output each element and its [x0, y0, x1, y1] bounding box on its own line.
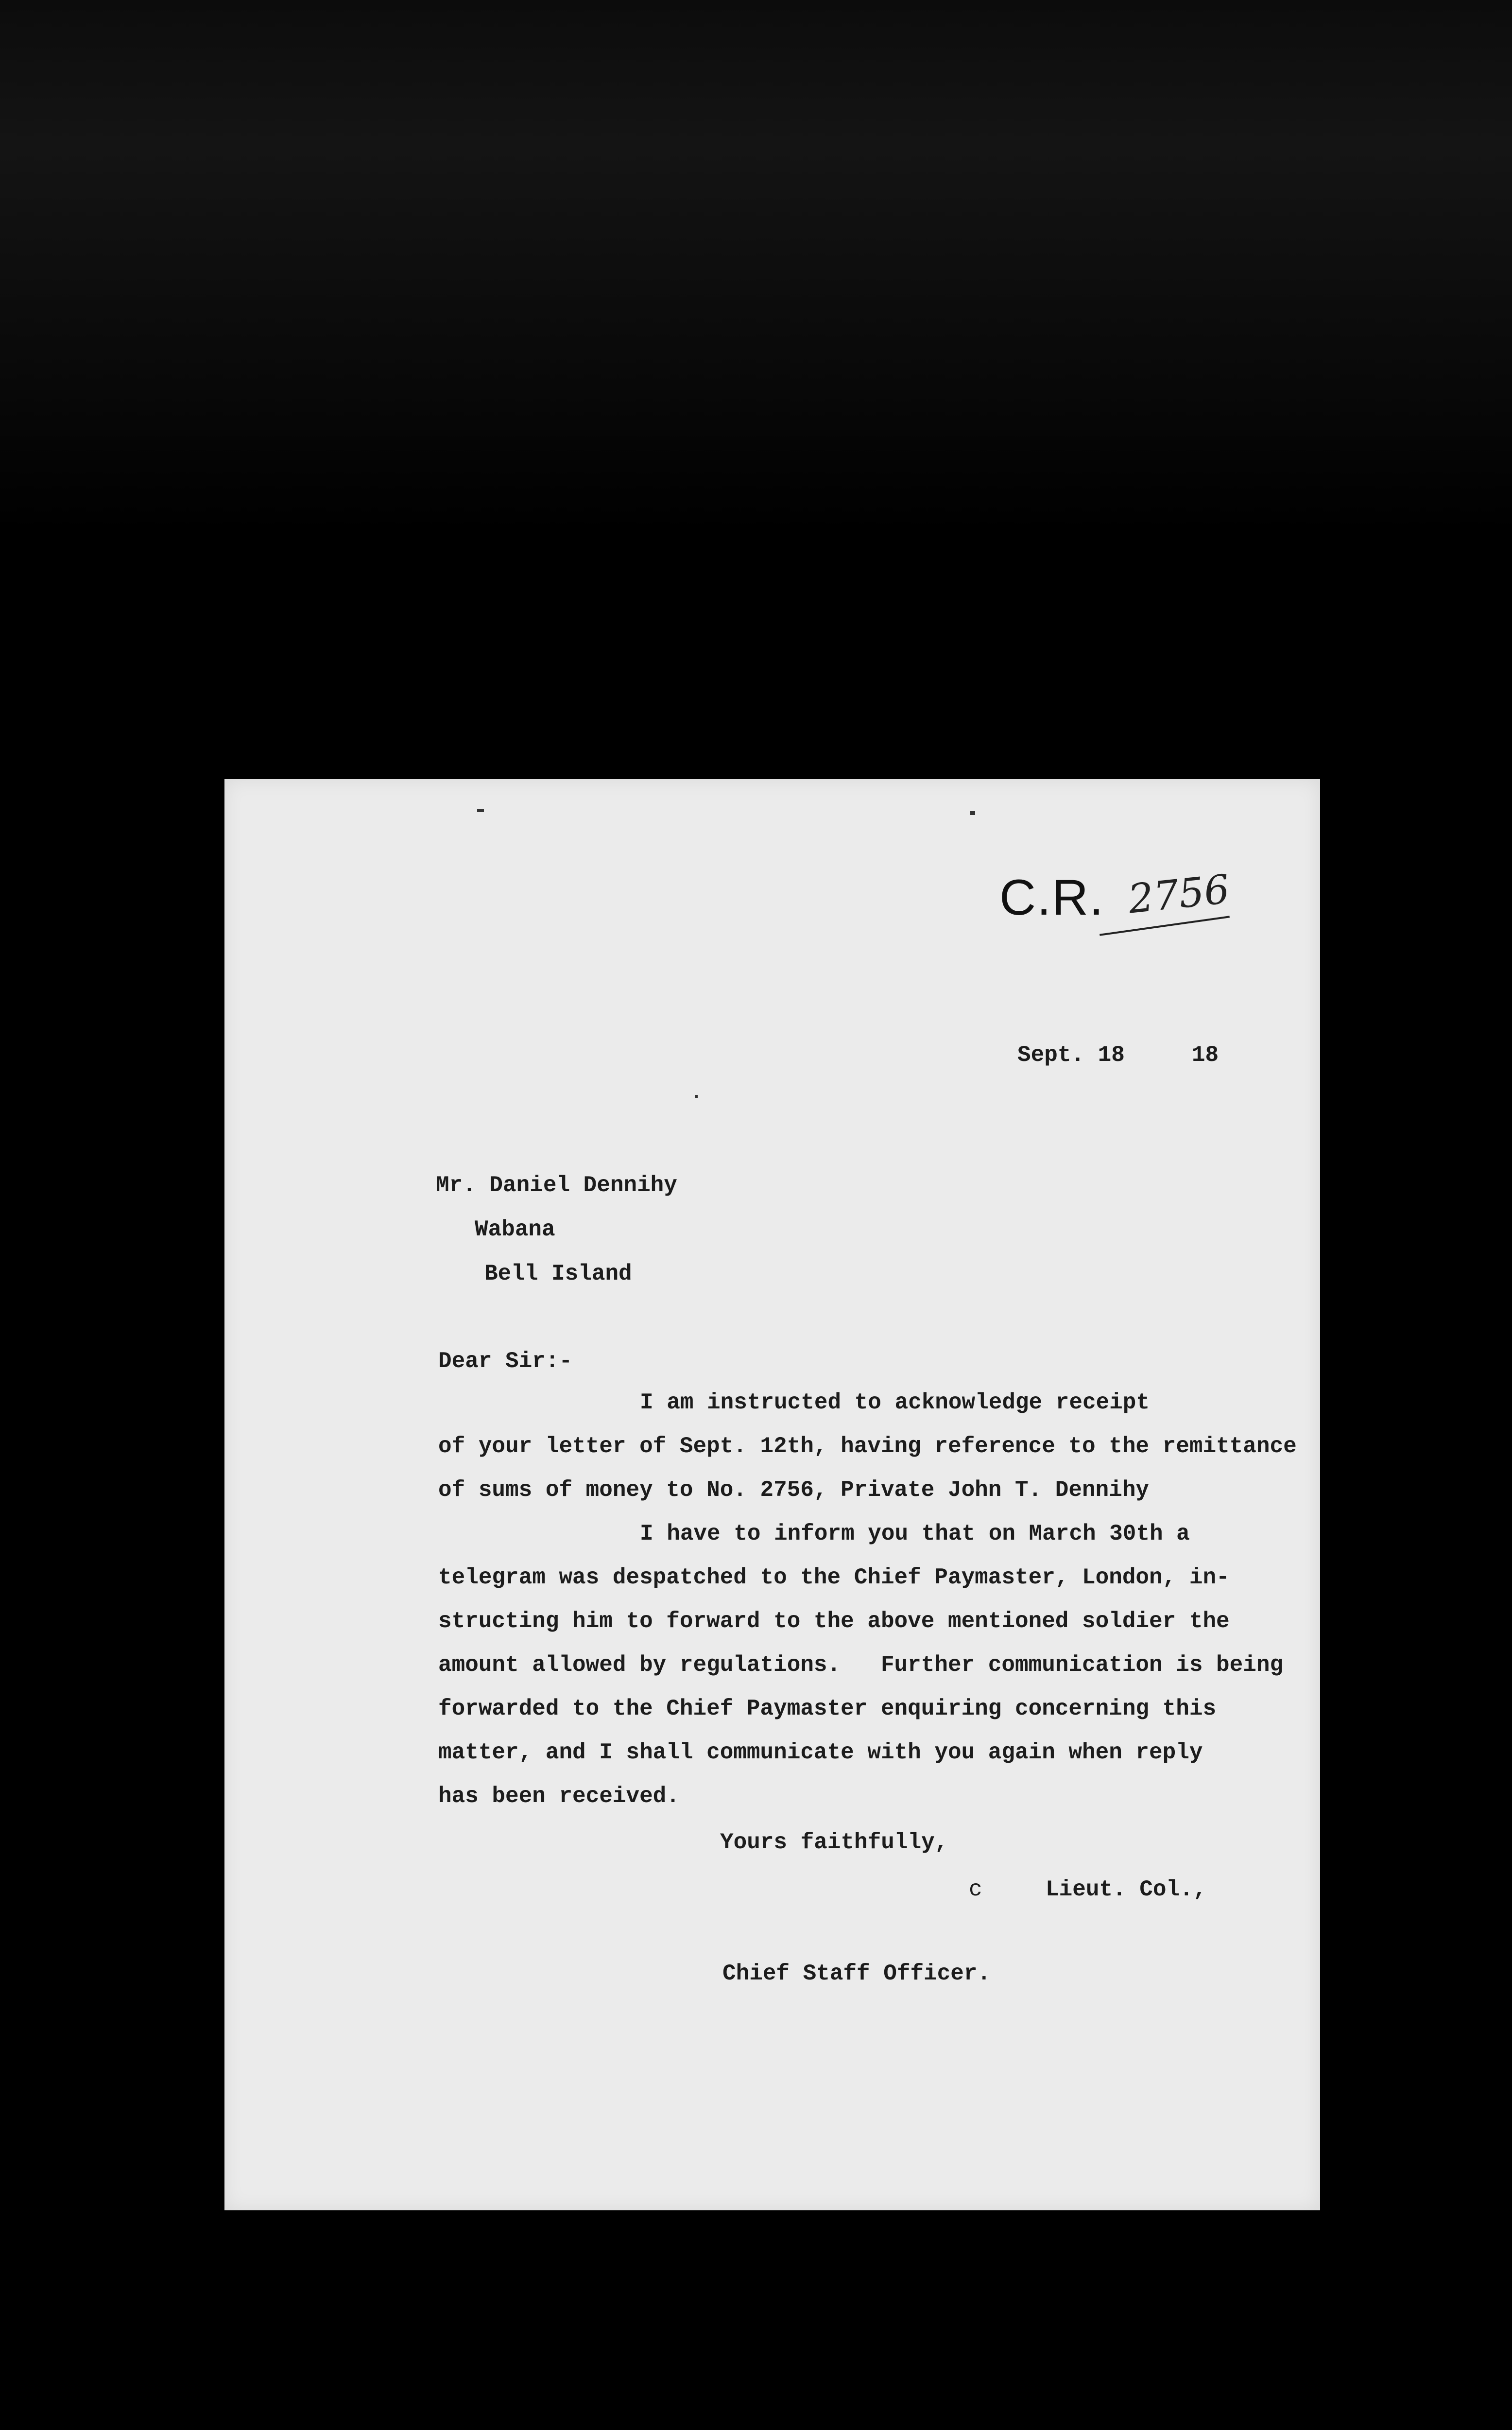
body-line: I have to inform you that on March 30th a — [640, 1521, 1190, 1546]
body-line: I am instructed to acknowledge receipt — [640, 1390, 1150, 1415]
body-line: telegram was despatched to the Chief Paymaster, London, in- — [438, 1565, 1230, 1590]
signer-title: Chief Staff Officer. — [722, 1961, 991, 1986]
signer-rank: Lieut. Col., — [1046, 1877, 1207, 1902]
recipient-name: Mr. Daniel Dennihy — [436, 1173, 677, 1198]
body-line: forwarded to the Chief Paymaster enquiring concerning this — [438, 1696, 1217, 1721]
letter-date: Sept. 18 18 — [1017, 1042, 1219, 1068]
body-line: has been received. — [438, 1784, 680, 1809]
file-stamp-number: 2756 — [1126, 866, 1232, 923]
closing: Yours faithfully, — [720, 1830, 948, 1855]
signature-marker: c — [969, 1877, 982, 1902]
salutation: Dear Sir:- — [438, 1349, 573, 1374]
body-line: structing him to forward to the above mentioned soldier the — [438, 1609, 1230, 1634]
paper-speck — [695, 1095, 698, 1098]
body-line: matter, and I shall communicate with you again when reply — [438, 1740, 1203, 1765]
body-line: of your letter of Sept. 12th, having reference to the remittance — [438, 1434, 1297, 1459]
recipient-area: Bell Island — [484, 1261, 632, 1286]
body-line: amount allowed by regulations. Further communication is being — [438, 1652, 1284, 1678]
letter-page — [224, 779, 1320, 2210]
paper-speck — [970, 811, 975, 815]
paper-speck — [477, 809, 484, 812]
recipient-city: Wabana — [475, 1217, 555, 1242]
body-line: of sums of money to No. 2756, Private John T. Dennihy — [438, 1477, 1150, 1503]
file-stamp-prefix: C.R. — [999, 869, 1104, 926]
